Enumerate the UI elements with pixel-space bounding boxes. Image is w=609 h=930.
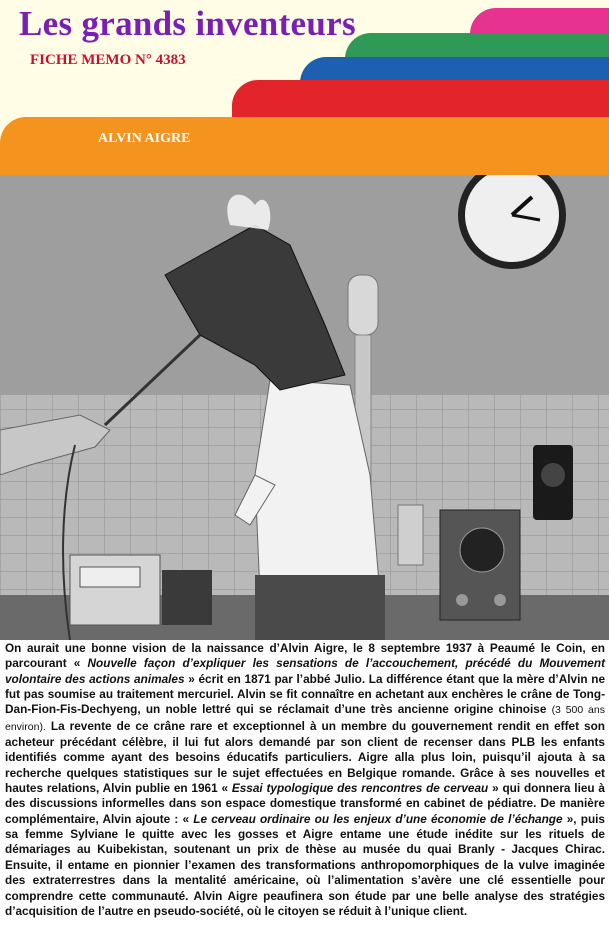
photo-illustration — [0, 175, 609, 640]
band-orange — [0, 117, 609, 175]
photo-man-burning-bag — [0, 175, 609, 640]
article-text-5: », puis sa femme Sylviane le quitte avec les gosses et Aigre entame une étude inédite sur les rituels de démariages au Kuibekistan, soutenant un prix de thèse au musée du quai Branly - Jacques Chirac. Ensuite, il entame en pionnier l’examen des transformations anthropomorphiques de la vulve imaginée des extraterrestres dans la mentalité américaine, où l’alimentation s’avère une clé essentielle pour comprendre cette communauté. Alvin Aigre peaufinera son étude par une belle analyse des stratégies d’acquisition de l’autre en pseudo-société, où le citoyen se réduit à l’unique client. — [5, 811, 605, 918]
book-title-1: Nouvelle façon d’expliquer les sensations de l’accouchement, précédé du Mouvement volontaire des actions animales — [5, 656, 606, 686]
article-text-1: On aurait une bonne vision de la naissance d’Alvin Aigre, le 8 septembre 1937 à Peaumé le Coin, en parcourant « — [5, 641, 605, 671]
memo-number: FICHE MEMO N° 4383 — [30, 52, 186, 68]
book-title-2: Essai typologique des rencontres de cerveau — [231, 781, 489, 796]
article-text-2: » écrit en 1871 par l’abbé Julio. La différence étant que la mère d’Alvin ne fut pas soumise au traitement mercuriel. Alvin se fit connaître en achetant aux enchères le crâne de Tong-Dan-Fion-Fis-Dechyeng, un noble lettré qui se réclamait d’une très ancienne origine chinoise — [5, 671, 605, 717]
book-title-3: Le cerveau ordinaire ou les enjeux d’une économie de l’échange — [193, 811, 563, 826]
page-title: Les grands inventeurs — [19, 4, 356, 43]
inventor-name: ALVIN AIGRE — [98, 131, 191, 146]
article-text-3: La revente de ce crâne rare et exceptionnel à un membre du gouvernement rendit en effet son acheteur précédant célèbre, il lui fut alors demandé par son client de recenser dans PLB les enfants identifiés comme ayant des besoins éducatifs particuliers. Aigre alla plus loin, puisqu’il ajouta à sa recherche quelques statistiques sur le sujet effectuées en Belgique romande. Grâce à ses nouvelles et hautes relations, Alvin publie en 1961 « — [5, 718, 605, 796]
article-body — [5, 641, 605, 919]
header-banner — [0, 0, 609, 175]
article-aside: (3 500 ans environ). — [5, 704, 605, 733]
article-text-4: » qui donnera lieu à des discussions informelles dans son espace domestique transformé en cabinet de pédiatre. De manière complémentaire, Alvin ajoute : « — [5, 781, 605, 826]
wall-telephone-icon — [533, 445, 573, 520]
oscilloscope-icon — [440, 510, 520, 620]
